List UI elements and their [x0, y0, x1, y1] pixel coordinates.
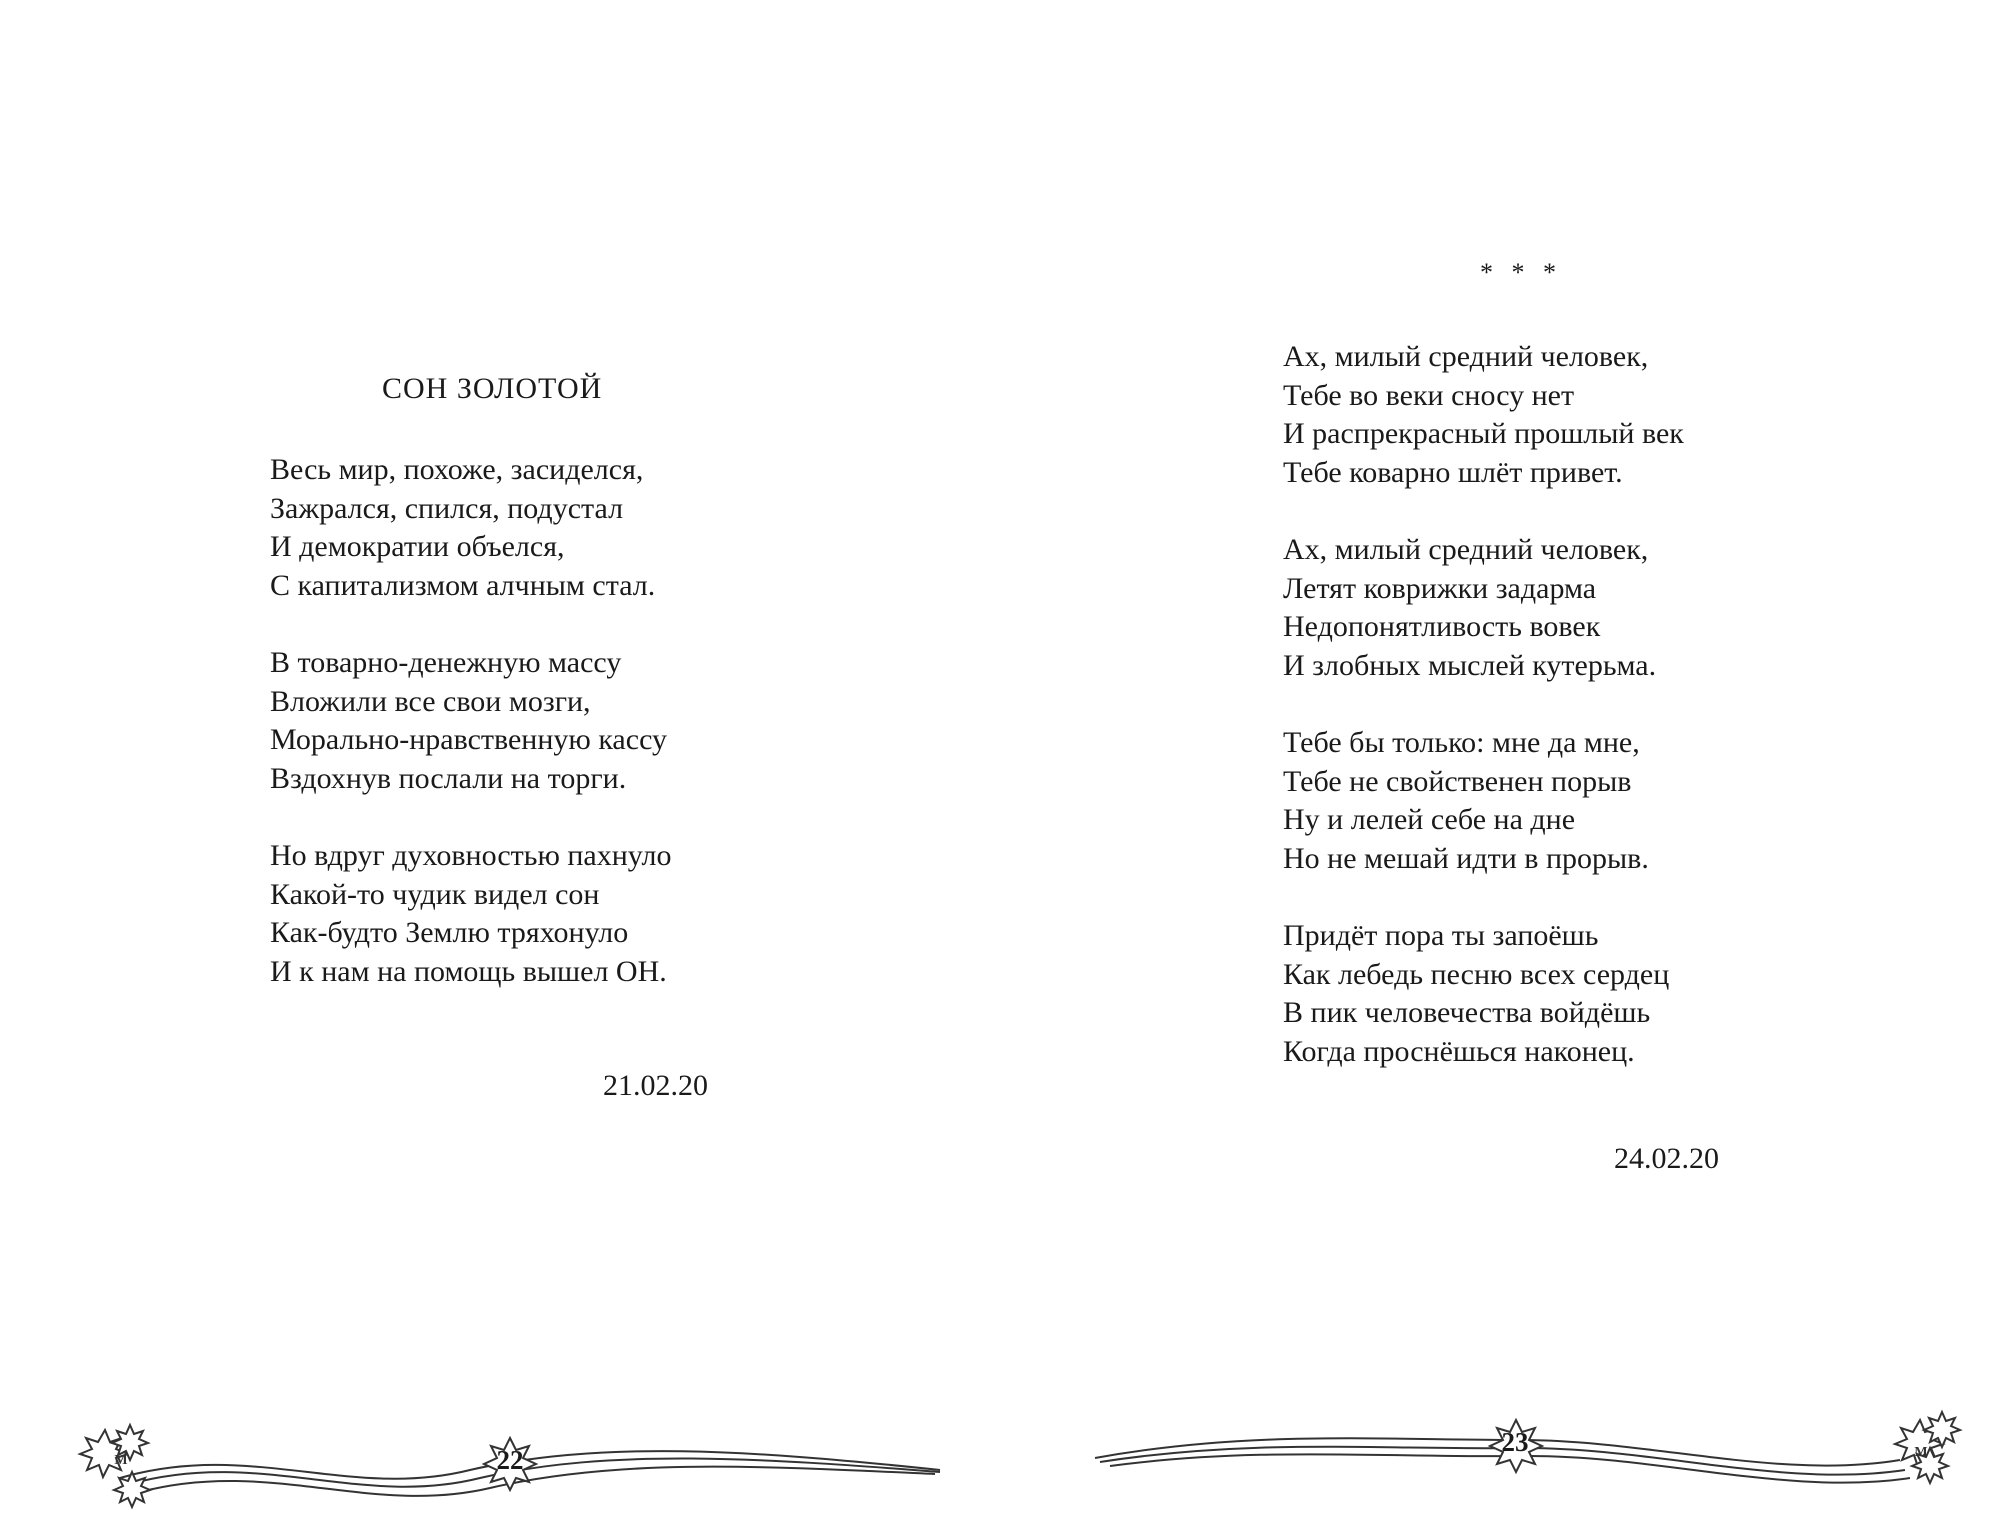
- svg-text:M: M: [114, 1453, 128, 1468]
- poem-line: Ах, милый средний человек,: [1283, 340, 1649, 373]
- poem-line: Вложили все свои мозги,: [270, 684, 591, 718]
- poem-line: Ну и лелей себе на дне: [1283, 803, 1576, 836]
- section-separator: * * *: [1480, 258, 1562, 287]
- poem-line: Как-будто Землю тряхонуло: [270, 916, 629, 949]
- poem-line: Но вдруг духовностью пахнуло: [270, 839, 672, 872]
- poem-line: Тебе бы только: мне да мне,: [1283, 726, 1640, 759]
- poem-line: В товарно-денежную массу: [270, 646, 622, 679]
- poem-line: Как лебедь песню всех сердец: [1283, 957, 1670, 991]
- poem-line: Тебе во веки сносу нет: [1283, 378, 1575, 412]
- poem-date: 21.02.20: [603, 1069, 708, 1102]
- page-number: 23: [1501, 1427, 1529, 1457]
- poem-line: Весь мир, похоже, засиделся,: [270, 453, 644, 486]
- poem-line: Ах, милый средний человек,: [1283, 533, 1649, 566]
- poem-line: Тебе коварно шлёт привет.: [1283, 455, 1623, 489]
- poem-left: [270, 451, 671, 1030]
- poem-line: Морально-нравственную кассу: [270, 723, 667, 756]
- stanza: [1283, 724, 1684, 878]
- page-number: 22: [496, 1445, 524, 1475]
- poem-line: И к нам на помощь вышел ОН.: [270, 954, 667, 988]
- poem-line: Придёт пора ты запоёшь: [1283, 919, 1599, 952]
- poem-line: Вздохнув послали на торги.: [270, 761, 627, 795]
- poem-line: Но не мешай идти в прорыв.: [1283, 841, 1649, 875]
- stanza: [1283, 917, 1684, 1071]
- poem-line: Недопонятливость вовек: [1283, 610, 1601, 643]
- poem-line: В пик человечества войдёшь: [1283, 996, 1651, 1029]
- stanza: [1283, 338, 1684, 492]
- poem-title: СОН ЗОЛОТОЙ: [382, 372, 603, 405]
- stanza: [270, 451, 671, 605]
- poem-line: С капитализмом алчным стал.: [270, 568, 656, 602]
- poem-right: [1283, 338, 1684, 1110]
- svg-text:M: M: [1914, 1445, 1928, 1460]
- poem-line: Зажрался, спился, подустал: [270, 491, 624, 525]
- stanza: [270, 837, 671, 991]
- stanza: [270, 644, 671, 798]
- poem-line: И демократии объелся,: [270, 530, 565, 563]
- wavy-ribbon-with-stars-icon: [1000, 1400, 2000, 1522]
- poem-date: 24.02.20: [1614, 1142, 1719, 1175]
- stanza: [1283, 531, 1684, 685]
- poem-line: Летят коврижки задарма: [1283, 571, 1597, 605]
- poem-line: Какой-то чудик видел сон: [270, 877, 600, 911]
- poem-line: Тебе не свойственен порыв: [1283, 764, 1632, 798]
- poem-line: Когда проснёшься наконец.: [1283, 1034, 1635, 1068]
- poem-line: И злобных мыслей кутерьма.: [1283, 648, 1657, 682]
- poem-line: И распрекрасный прошлый век: [1283, 417, 1684, 450]
